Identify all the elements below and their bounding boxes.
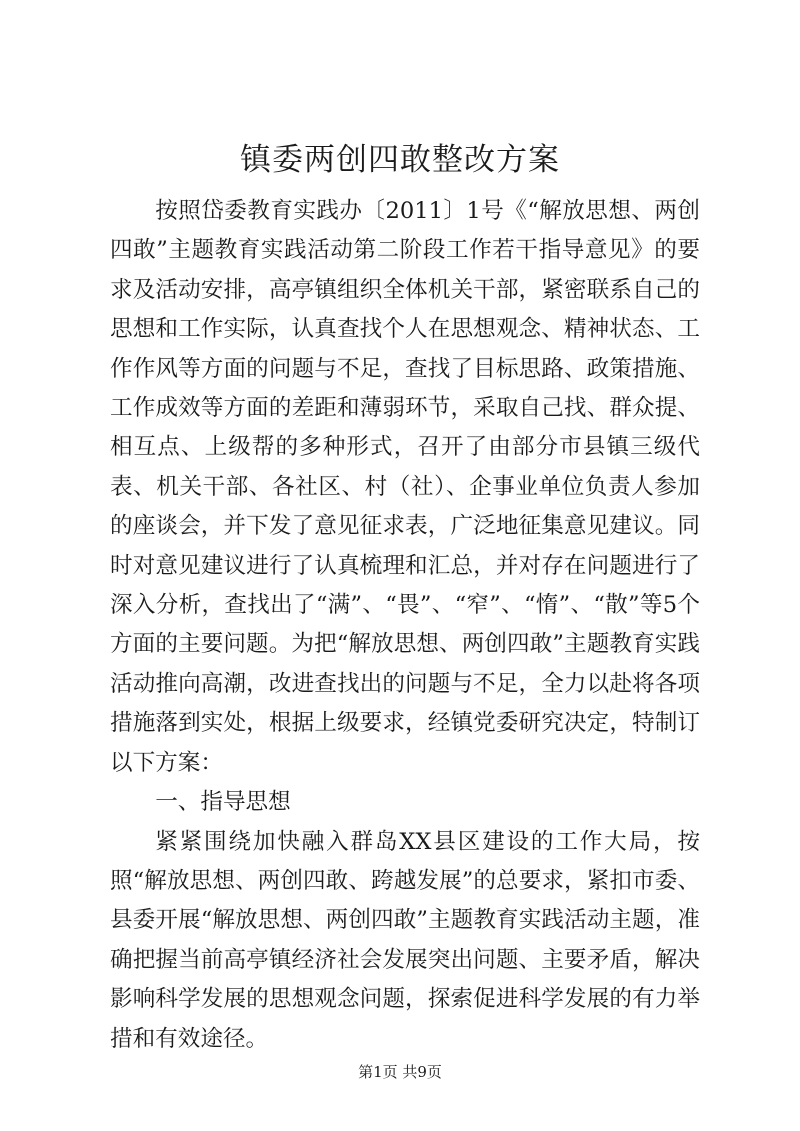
section-heading-guiding-thought: 一、指导思想 xyxy=(155,789,291,816)
guiding-thought-paragraph: 紧紧围绕加快融入群岛XX县区建设的工作大局，按照“解放思想、两创四敢、跨越发展”的总要求，紧扣市委、县委开展“解放思想、两创四敢”主题教育实践活动主题，准确把握当前高亭镇经济社会发展突出问题、主要矛盾，解决影响科学发展的思想观念问题，探索促进科学发展的有力举措和有效途径。 xyxy=(110,828,700,1052)
document-body xyxy=(110,192,700,1059)
intro-paragraph: 按照岱委教育实践办〔2011〕1号《“解放思想、两创四敢”主题教育实践活动第二阶段工作若干指导意见》的要求及活动安排，高亭镇组织全体机关干部，紧密联系自己的思想和工作实际，认真查找个人在思想观念、精神状态、工作作风等方面的问题与不足，查找了目标思路、政策措施、工作成效等方面的差距和薄弱环节，采取自己找、群众提、相互点、上级帮的多种形式，召开了由部分市县镇三级代表、机关干部、各社区、村（社）、企事业单位负责人参加的座谈会，并下发了意见征求表，广泛地征集意见建议。同时对意见建议进行了认真梳理和汇总，并对存在问题进行了深入分析，查找出了“满”、“畏”、“窄”、“惰”、“散”等5个方面的主要问题。为把“解放思想、两创四敢”主题教育实践活动推向高潮，改进查找出的问题与不足，全力以赴将各项措施落到实处，根据上级要求，经镇党委研究决定，特制订以下方案： xyxy=(110,198,700,776)
page-footer: 第1页 共9页 xyxy=(358,1063,442,1081)
document-title: 镇委两创四敢整改方案 xyxy=(240,142,560,178)
